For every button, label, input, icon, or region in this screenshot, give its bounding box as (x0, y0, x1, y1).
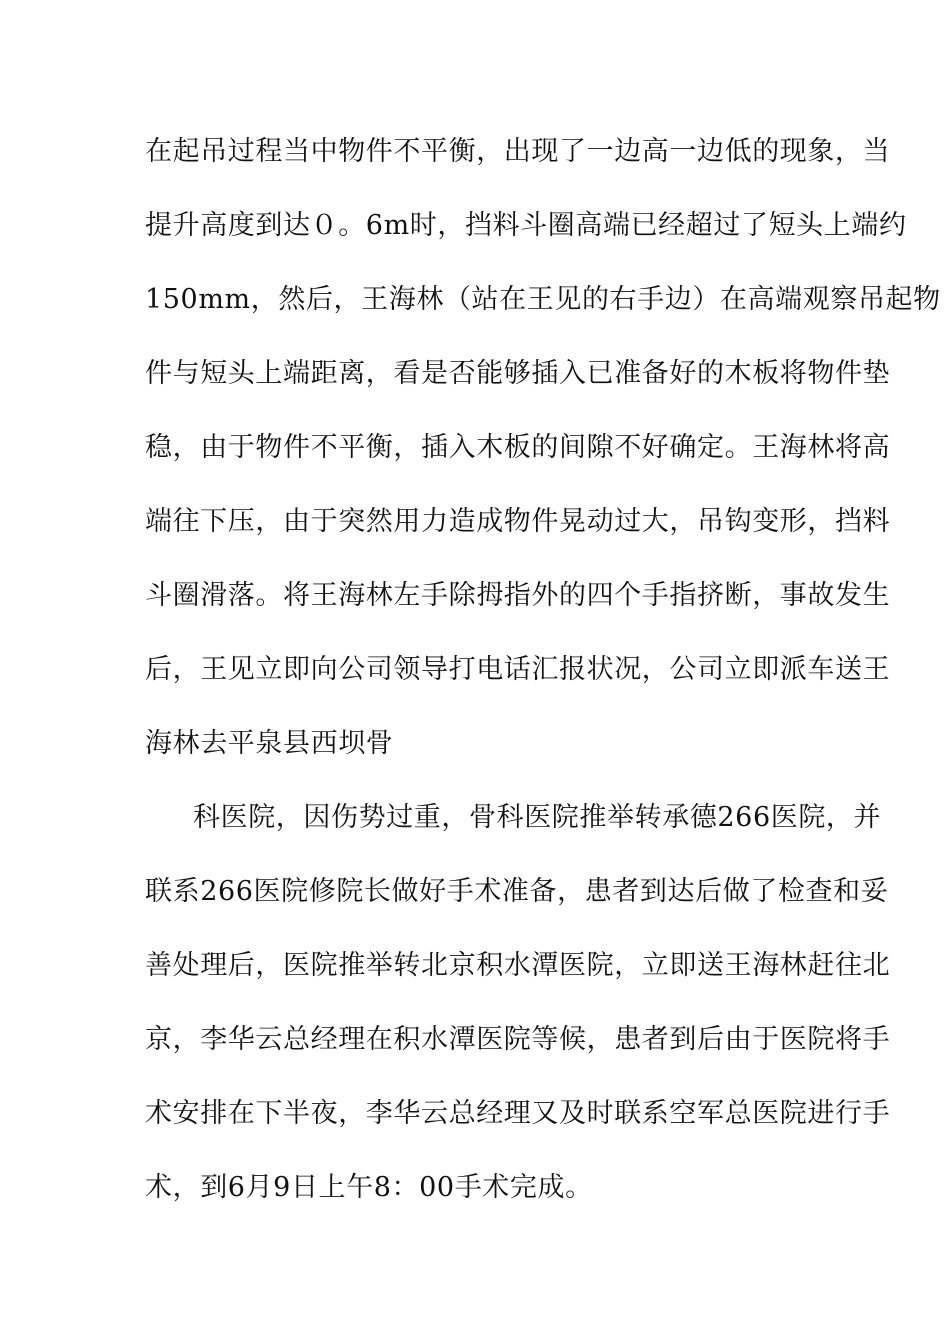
text-line-2: 提升高度到达０。6m时，挡料斗圈高端已经超过了短头上端约 (145, 210, 907, 241)
text-line-9: 海林去平泉县西坝骨 (145, 728, 394, 759)
text-line-5: 稳，由于物件不平衡，插入木板的间隙不好确定。王海林将高 (145, 432, 891, 463)
text-line-1: 在起吊过程当中物件不平衡，出现了一边高一边低的现象，当 (145, 136, 891, 167)
text-line-6: 端往下压，由于突然用力造成物件晃动过大，吊钩变形，挡料 (145, 506, 891, 537)
text-line-4: 件与短头上端距离，看是否能够插入已准备好的木板将物件垫 (145, 358, 891, 389)
text-line-3: 150mm，然后，王海林（站在王见的右手边）在高端观察吊起物 (145, 284, 941, 315)
text-line-15: 术，到6月9日上午8：00手术完成。 (145, 1172, 593, 1203)
text-line-7: 斗圈滑落。将王海林左手除拇指外的四个手指挤断，事故发生 (145, 580, 891, 611)
text-line-8: 后，王见立即向公司领导打电话汇报状况，公司立即派车送王 (145, 654, 891, 685)
text-line-10: 科医院，因伤势过重，骨科医院推举转承德266医院，并 (193, 802, 882, 833)
text-line-11: 联系266医院修院长做好手术准备，患者到达后做了检查和妥 (145, 876, 889, 907)
text-line-13: 京，李华云总经理在积水潭医院等候，患者到后由于医院将手 (145, 1024, 891, 1055)
text-line-12: 善处理后，医院推举转北京积水潭医院，立即送王海林赶往北 (145, 950, 891, 981)
text-line-14: 术安排在下半夜，李华云总经理又及时联系空军总医院进行手 (145, 1098, 891, 1129)
